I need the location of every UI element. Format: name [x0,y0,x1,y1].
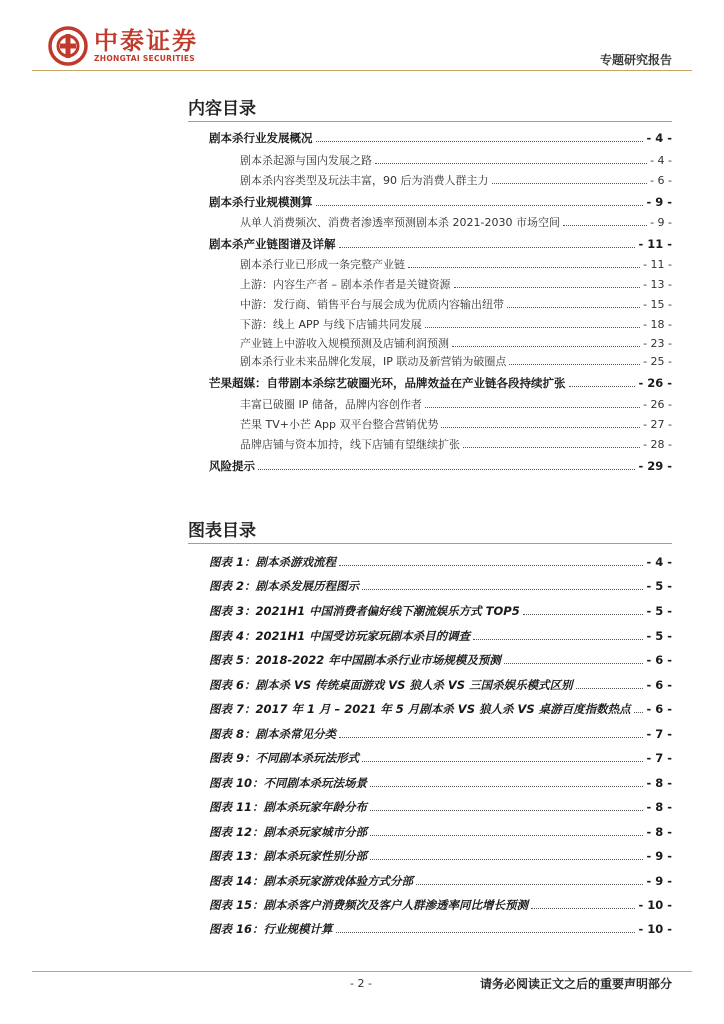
figures-title: 图表目录 [188,521,256,541]
toc-entry[interactable]: 下游：线上 APP 与线下店铺共同发展 - 18 - [240,318,672,331]
figure-entry[interactable]: 图表 8：剧本杀常见分类 - 7 - [209,727,672,741]
figure-entry[interactable]: 图表 14：剧本杀玩家游戏体验方式分部 - 9 - [209,874,672,888]
toc-entry[interactable]: 剧本杀行业发展概况 - 4 - [209,131,672,145]
figure-entry[interactable]: 图表 9：不同剧本杀玩法形式 - 7 - [209,751,672,765]
figure-entry[interactable]: 图表 11：剧本杀玩家年龄分布 - 8 - [209,800,672,814]
figure-entry[interactable]: 图表 1：剧本杀游戏流程 - 4 - [209,555,672,569]
header-divider [32,70,692,71]
toc-entry[interactable]: 剧本杀起源与国内发展之路 - 4 - [240,154,672,167]
page-number: - 2 - [350,977,372,990]
toc-entry[interactable]: 丰富已破圈 IP 储备，品牌内容创作者 - 26 - [240,398,672,411]
toc-entry[interactable]: 芒果 TV+小芒 App 双平台整合营销优势 - 27 - [240,418,672,431]
figure-entry[interactable]: 图表 6：剧本杀 VS 传统桌面游戏 VS 狼人杀 VS 三国杀娱乐模式区别 - 6 - [209,678,672,692]
toc-entry[interactable]: 从单人消费频次、消费者渗透率预测剧本杀 2021-2030 市场空间 - 9 - [240,216,672,229]
toc-entry[interactable]: 中游：发行商、销售平台与展会成为优质内容输出纽带 - 15 - [240,298,672,311]
toc-entry[interactable]: 剧本杀内容类型及玩法丰富，90 后为消费人群主力 - 6 - [240,174,672,187]
figure-entry[interactable]: 图表 2：剧本杀发展历程图示 - 5 - [209,579,672,593]
logo-chinese-name: 中泰证券 [94,27,198,55]
figure-entry[interactable]: 图表 13：剧本杀玩家性别分部 - 9 - [209,849,672,863]
figure-entry[interactable]: 图表 16：行业规模计算 - 10 - [209,922,672,936]
figure-entry[interactable]: 图表 4：2021H1 中国受访玩家玩剧本杀目的调查 - 5 - [209,629,672,643]
contents-title: 内容目录 [188,99,256,119]
company-logo [48,26,198,66]
figures-title-rule [188,543,672,544]
figure-entry[interactable]: 图表 10：不同剧本杀玩法场景 - 8 - [209,776,672,790]
contents-title-rule [188,121,672,122]
toc-entry[interactable]: 剧本杀行业已形成一条完整产业链 - 11 - [240,258,672,271]
logo-english-name: ZHONGTAI SECURITIES [94,54,195,63]
footer-disclaimer: 请务必阅读正文之后的重要声明部分 [479,977,672,991]
toc-entry[interactable]: 剧本杀行业规模测算 - 9 - [209,195,672,209]
figure-entry[interactable]: 图表 3：2021H1 中国消费者偏好线下潮流娱乐方式 TOP5 - 5 - [209,604,672,618]
toc-entry[interactable]: 剧本杀产业链图谱及详解 - 11 - [209,237,672,251]
figure-entry[interactable]: 图表 15：剧本杀客户消费频次及客户人群渗透率同比增长预测 - 10 - [209,898,672,912]
toc-entry[interactable]: 上游：内容生产者 – 剧本杀作者是关键资源 - 13 - [240,278,672,291]
toc-entry[interactable]: 产业链上中游收入规模预测及店铺利润预测 - 23 - [240,337,672,350]
page-header [0,0,724,80]
footer-divider [32,971,692,972]
toc-entry[interactable]: 风险提示 - 29 - [209,459,672,473]
toc-entry[interactable]: 剧本杀行业未来品牌化发展，IP 联动及新营销为破圈点 - 25 - [240,355,672,368]
report-type-label: 专题研究报告 [599,53,672,67]
figure-entry[interactable]: 图表 12：剧本杀玩家城市分部 - 8 - [209,825,672,839]
figure-entry[interactable]: 图表 5：2018-2022 年中国剧本杀行业市场规模及预测 - 6 - [209,653,672,667]
company-logo-icon [48,26,88,66]
figure-entry[interactable]: 图表 7：2017 年 1 月 – 2021 年 5 月剧本杀 VS 狼人杀 VS 桌游百度指数热点 - 6 - [209,702,672,716]
toc-entry[interactable]: 品牌店铺与资本加持，线下店铺有望继续扩张 - 28 - [240,438,672,451]
toc-entry[interactable]: 芒果超媒：自带剧本杀综艺破圈光环，品牌效益在产业链各段持续扩张 - 26 - [209,376,672,390]
